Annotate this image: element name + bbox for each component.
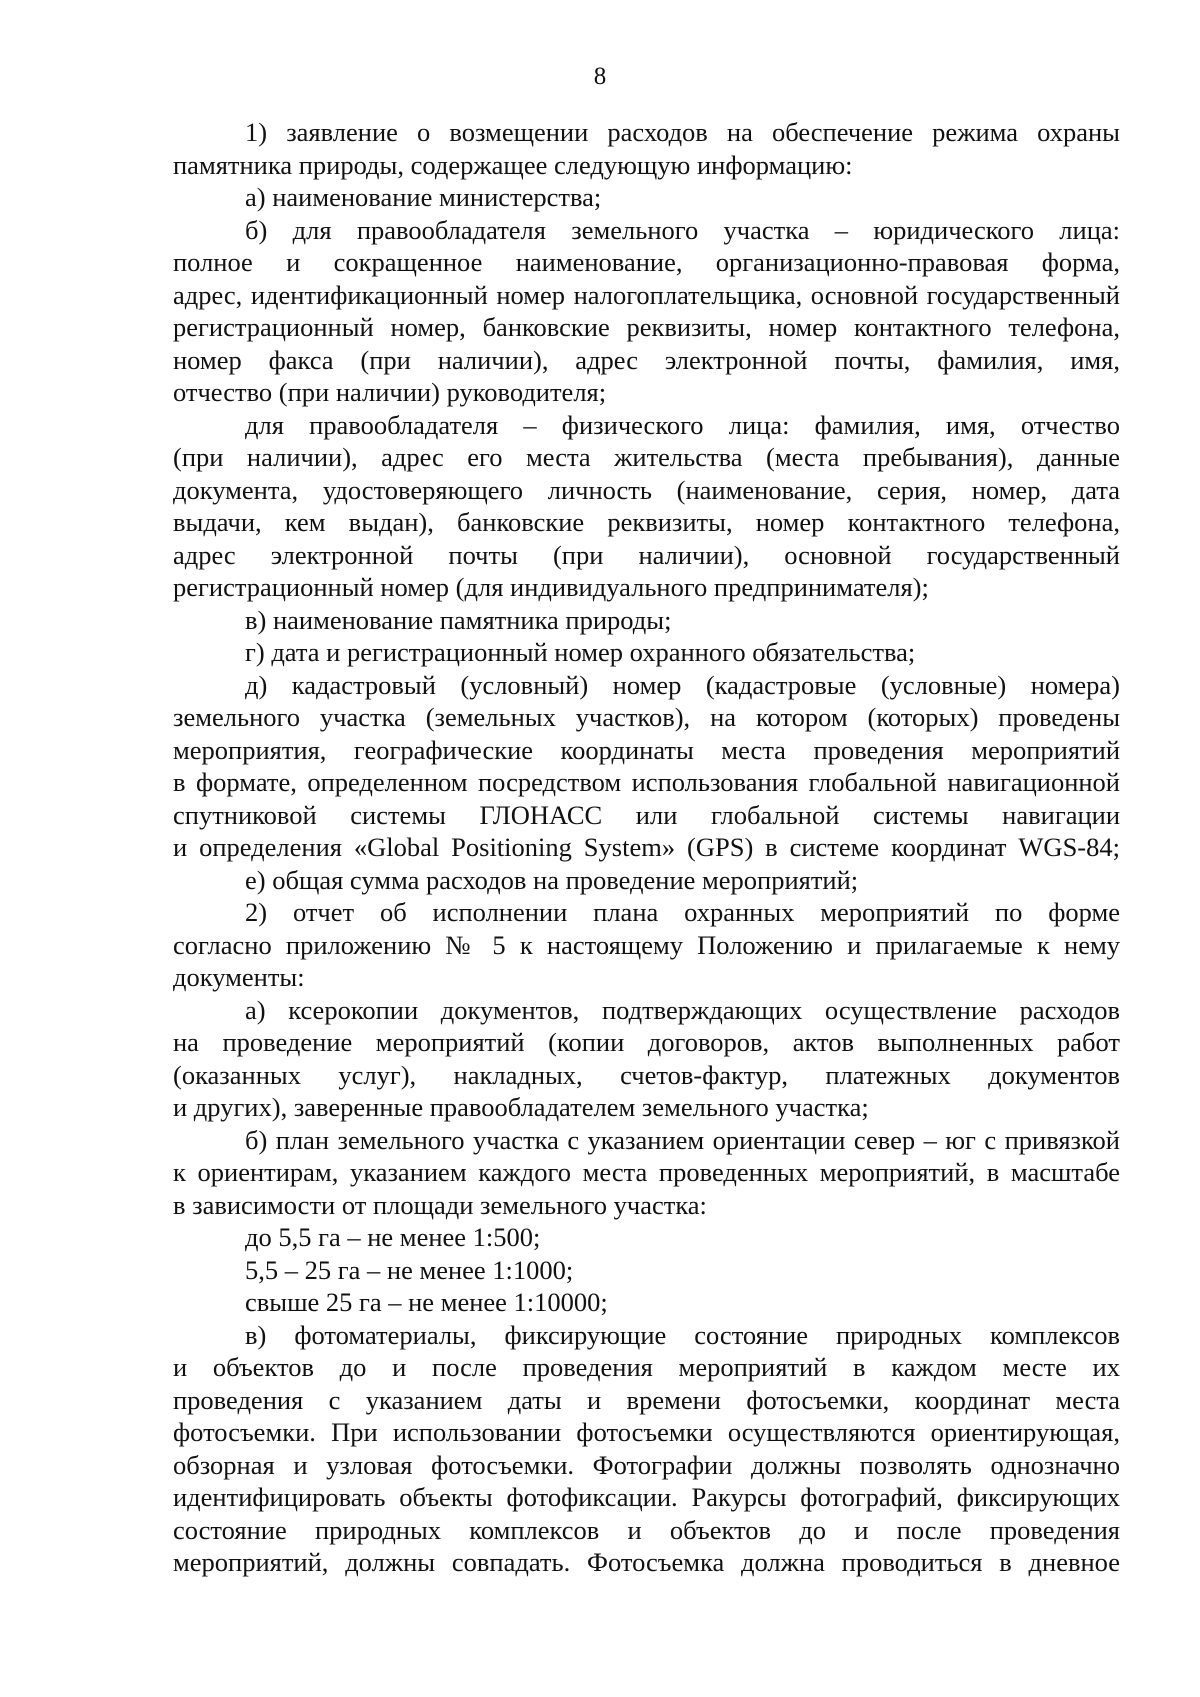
text-line: спутниковой системы ГЛОНАСС или глобальной системы навигации: [173, 799, 1120, 830]
text-line: в) наименование памятника природы;: [245, 604, 672, 635]
text-line: фотосъемки. При использовании фотосъемки осуществляются ориентирующая,: [173, 1417, 1120, 1447]
text-line: адрес электронной почты (при наличии), основной государственный: [173, 539, 1120, 570]
text-line: памятника природы, содержащее следующую информацию:: [173, 149, 853, 180]
text-line: в) фотоматериалы, фиксирующие состояние природных комплексов: [245, 1319, 1120, 1350]
text-line: в формате, определенном посредством использования глобальной навигационной: [173, 767, 1120, 797]
document-body: [173, 116, 1120, 1579]
text-line: е) общая сумма расходов на проведение мероприятий;: [245, 864, 859, 895]
text-line: и объектов до и после проведения мероприятий в каждом месте их: [173, 1352, 1120, 1382]
text-line: выдачи, кем выдан), банковские реквизиты, номер контактного телефона,: [173, 507, 1120, 537]
text-line: отчество (при наличии) руководителя;: [173, 377, 607, 407]
text-line: 5,5 – 25 га – не менее 1:1000;: [245, 1254, 574, 1285]
text-line: состояние природных комплексов и объектов до и после проведения: [173, 1514, 1120, 1545]
text-line: к ориентирам, указанием каждого места проведенных мероприятий, в масштабе: [173, 1157, 1120, 1187]
text-line: регистрационный номер, банковские реквизиты, номер контактного телефона,: [173, 312, 1120, 342]
text-line: мероприятия, географические координаты места проведения мероприятий: [173, 734, 1120, 765]
text-line: проведения с указанием даты и времени фотосъемки, координат места: [173, 1384, 1120, 1415]
text-line: 2) отчет об исполнении плана охранных мероприятий по форме: [245, 897, 1120, 927]
text-line: на проведение мероприятий (копии договоров, актов выполненных работ: [173, 1027, 1120, 1057]
page-number: 8: [593, 63, 607, 90]
text-line: полное и сокращенное наименование, организационно-правовая форма,: [173, 247, 1120, 277]
text-line: согласно приложению № 5 к настоящему Положению и прилагаемые к нему: [173, 929, 1120, 960]
text-line: в зависимости от площади земельного участка:: [173, 1189, 707, 1220]
text-line: идентифицировать объекты фотофиксации. Ракурсы фотографий, фиксирующих: [173, 1482, 1120, 1512]
text-line: (при наличии), адрес его места жительства (места пребывания), данные: [173, 442, 1120, 472]
text-line: номер факса (при наличии), адрес электронной почты, фамилия, имя,: [173, 344, 1120, 375]
text-line: а) ксерокопии документов, подтверждающих осуществление расходов: [245, 994, 1120, 1025]
text-line: д) кадастровый (условный) номер (кадастровые (условные) номера): [245, 669, 1120, 700]
text-line: документа, удостоверяющего личность (наименование, серия, номер, дата: [173, 474, 1120, 505]
text-line: и определения «Global Positioning System» (GPS) в системе координат WGS-84;: [173, 832, 1120, 862]
text-line: обзорная и узловая фотосъемки. Фотографии должны позволять однозначно: [173, 1449, 1120, 1480]
text-line: до 5,5 га – не менее 1:500;: [245, 1222, 541, 1252]
text-line: регистрационный номер (для индивидуального предпринимателя);: [173, 572, 929, 602]
text-line: документы:: [173, 962, 305, 992]
text-line: мероприятий, должны совпадать. Фотосъемка должна проводиться в дневное: [173, 1547, 1120, 1577]
text-line: для правообладателя – физического лица: фамилия, имя, отчество: [245, 409, 1120, 440]
text-line: адрес, идентификационный номер налогоплательщика, основной государственный: [173, 279, 1120, 310]
text-line: и других), заверенные правообладателем земельного участка;: [173, 1092, 869, 1122]
text-line: 1) заявление о возмещении расходов на обеспечение режима охраны: [245, 117, 1120, 147]
text-line: (оказанных услуг), накладных, счетов-фактур, платежных документов: [173, 1059, 1120, 1090]
text-line: а) наименование министерства;: [245, 182, 602, 212]
text-line: г) дата и регистрационный номер охранного обязательства;: [245, 637, 916, 667]
text-line: свыше 25 га – не менее 1:10000;: [245, 1287, 608, 1317]
text-line: б) план земельного участка с указанием ориентации север – юг с привязкой: [245, 1124, 1120, 1155]
text-line: б) для правообладателя земельного участка – юридического лица:: [245, 214, 1120, 245]
text-line: земельного участка (земельных участков), на котором (которых) проведены: [173, 702, 1120, 732]
